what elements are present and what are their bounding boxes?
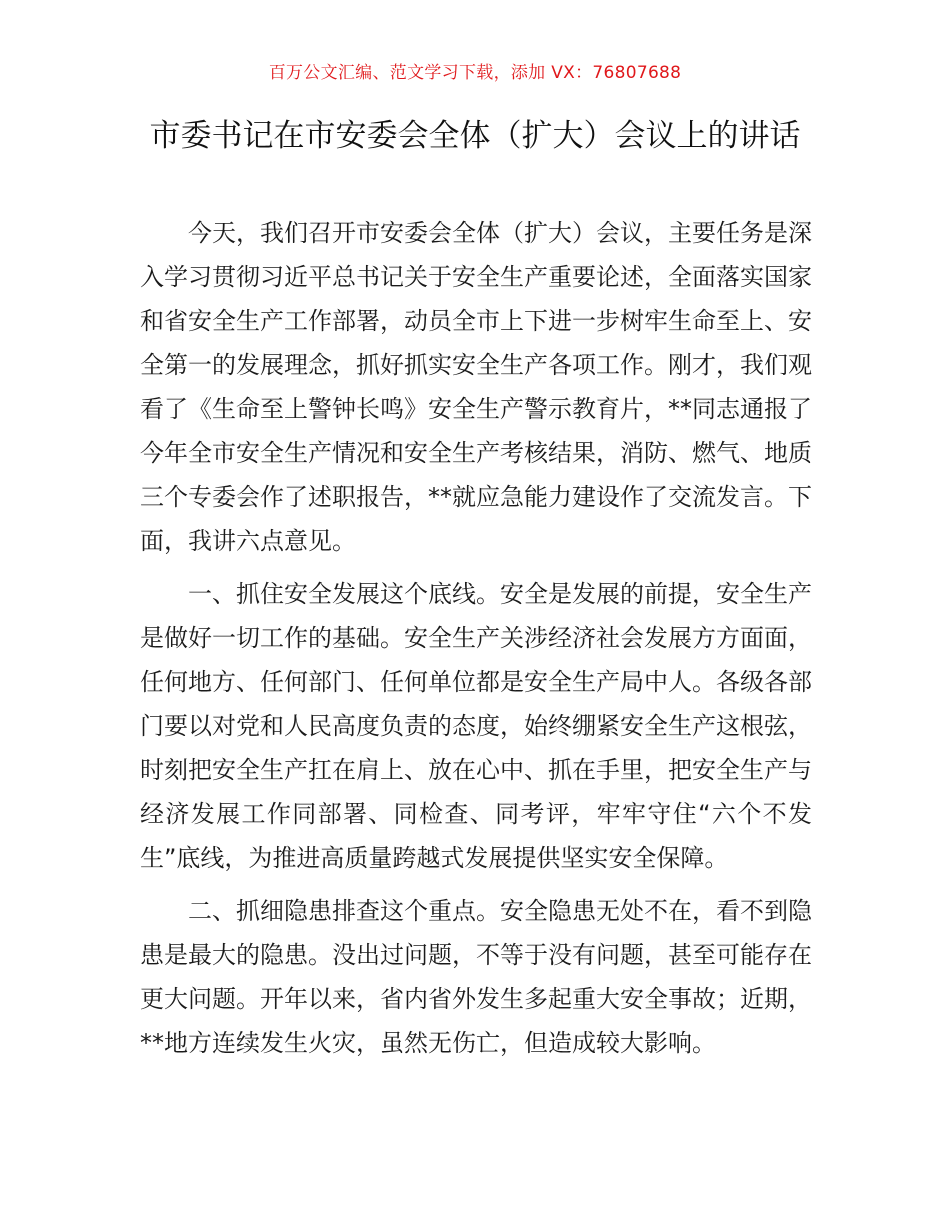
paragraph-intro: 今天，我们召开市安委会全体（扩大）会议，主要任务是深入学习贯彻习近平总书记关于安全生产重要论述，全面落实国家和省安全生产工作部署，动员全市上下进一步树牢生命至上、安全第一的发展理念，抓好抓实安全生产各项工作。刚才，我们观看了《生命至上警钟长鸣》安全生产警示教育片，**同志通报了今年全市安全生产情况和安全生产考核结果，消防、燃气、地质三个专委会作了述职报告，**就应急能力建设作了交流发言。下面，我讲六点意见。 <box>140 219 812 555</box>
document-body <box>140 211 812 1074</box>
document-title: 市委书记在市安委会全体（扩大）会议上的讲话 <box>149 118 801 154</box>
paragraph-section-two: 二、抓细隐患排查这个重点。安全隐患无处不在，看不到隐患是最大的隐患。没出过问题，不等于没有问题，甚至可能存在更大问题。开年以来，省内省外发生多起重大安全事故；近期，**地方连续发生火灾，虽然无伤亡，但造成较大影响。 <box>140 897 812 1057</box>
paragraph-section-one: 一、抓住安全发展这个底线。安全是发展的前提，安全生产是做好一切工作的基础。安全生产关涉经济社会发展方方面面，任何地方、任何部门、任何单位都是安全生产局中人。各级各部门要以对党和人民高度负责的态度，始终绷紧安全生产这根弦，时刻把安全生产扛在肩上、放在心中、抓在手里，把安全生产与经济发展工作同部署、同检查、同考评，牢牢守住“六个不发生”底线，为推进高质量跨越式发展提供坚实安全保障。 <box>140 580 812 872</box>
watermark-banner: 百万公文汇编、范文学习下载，添加 VX：76807688 <box>268 63 682 83</box>
